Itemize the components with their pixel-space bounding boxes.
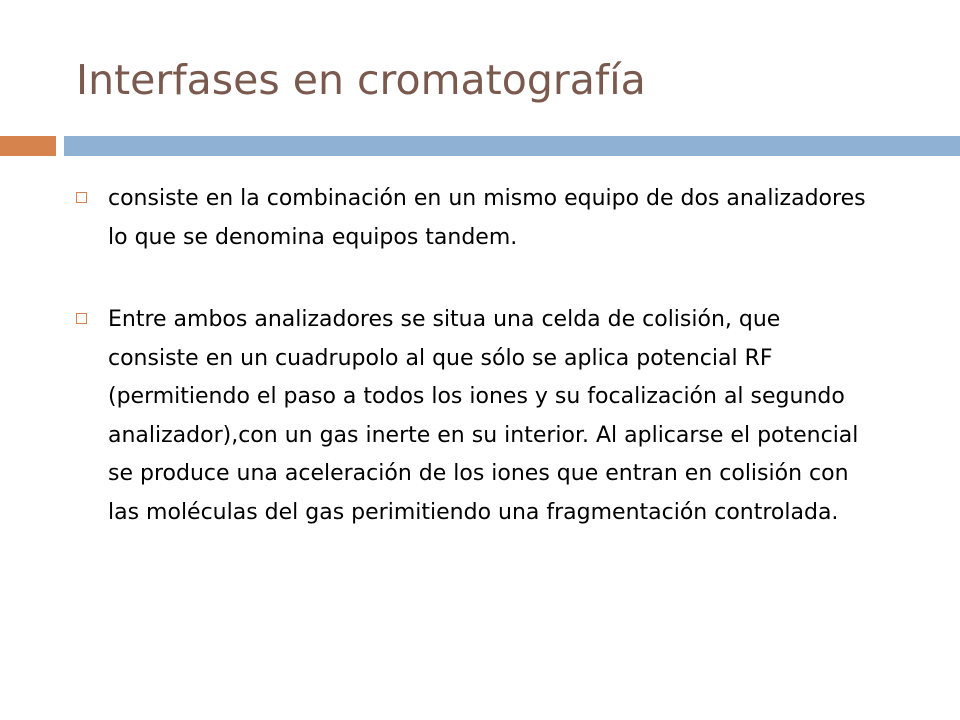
accent-bar-orange <box>0 136 56 156</box>
slide-title: Interfases en cromatografía <box>76 56 646 104</box>
bullet-item <box>76 301 876 532</box>
bullet-list <box>76 180 876 532</box>
bullet-text: consiste en la combinación en un mismo equipo de dos analizadores lo que se denomina equipos tandem. <box>108 186 866 250</box>
accent-bar-blue <box>64 136 960 156</box>
bullet-text: Entre ambos analizadores se situa una celda de colisión, que consiste en un cuadrupolo al que sólo se aplica potencial RF (permitiendo el paso a todos los iones y su focalización al segundo analizador),con un gas inerte en su interior. Al aplicarse el potencial se produce una aceleración de los iones que entran en colisión con las moléculas del gas perimitiendo una fragmentación controlada. <box>108 307 859 525</box>
bullet-item <box>76 180 876 257</box>
hollow-square-bullet-icon <box>76 192 87 203</box>
hollow-square-bullet-icon <box>76 313 87 324</box>
